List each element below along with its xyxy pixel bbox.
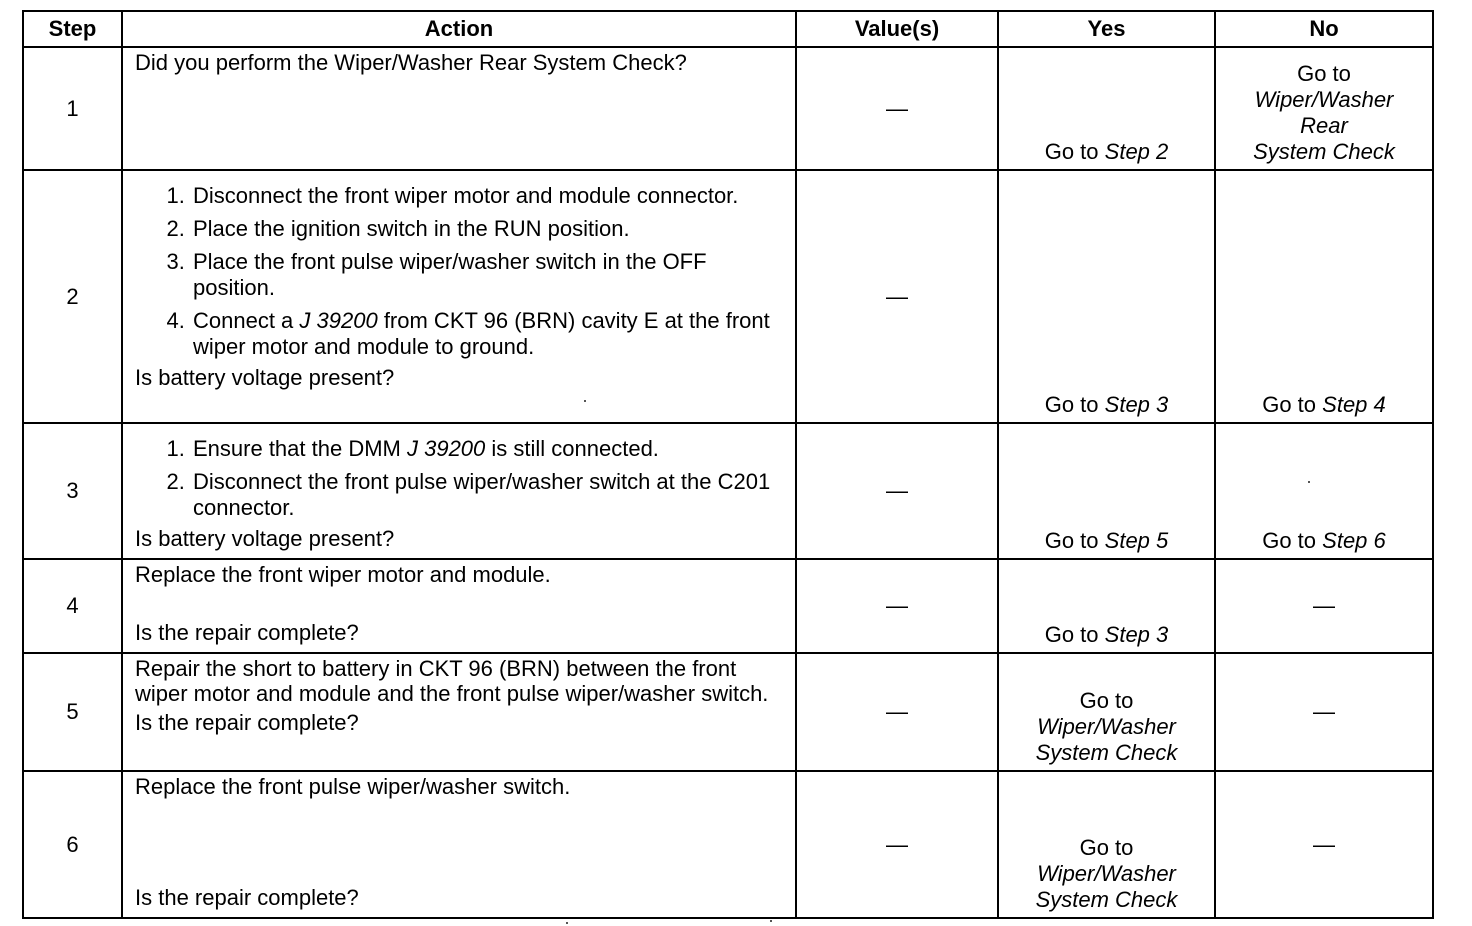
no-cell: — [1215, 653, 1433, 771]
question-text: Is the repair complete? [135, 710, 359, 735]
value-cell: — [796, 423, 998, 559]
scan-speck [1308, 481, 1310, 483]
goto-label: Go to [1079, 835, 1134, 860]
procedure-item: 1. Disconnect the front wiper motor and module connector. [191, 183, 785, 209]
action-text: Did you perform the Wiper/Washer Rear System Check? [135, 50, 687, 75]
step-number: 5 [23, 653, 122, 771]
procedure-list [135, 183, 785, 360]
step-number: 3 [23, 423, 122, 559]
goto-label: Go to [1044, 528, 1099, 553]
item-text: Connect a [193, 308, 300, 333]
header-no: No [1215, 11, 1433, 47]
yes-cell [998, 559, 1215, 653]
yes-cell [998, 47, 1215, 170]
question-text: Is the repair complete? [135, 885, 359, 910]
no-cell: — [1215, 771, 1433, 918]
table-row [23, 559, 1433, 653]
yes-cell [998, 170, 1215, 423]
question-text: Is battery voltage present? [135, 365, 395, 390]
scan-speck [770, 920, 772, 922]
goto-target-line: Wiper/Washer [1037, 714, 1176, 739]
header-yes: Yes [998, 11, 1215, 47]
step-number: 6 [23, 771, 122, 918]
header-row [23, 11, 1433, 47]
goto-label: Go to [1044, 392, 1099, 417]
goto-target-line: Rear [1300, 113, 1348, 138]
scan-speck [584, 400, 586, 402]
action-text: Replace the front wiper motor and module. [135, 562, 551, 587]
value-cell: — [796, 653, 998, 771]
action-cell [122, 653, 796, 771]
procedure-item [191, 436, 785, 462]
goto-label: Go to [1044, 139, 1099, 164]
value-cell: — [796, 559, 998, 653]
table-row [23, 653, 1433, 771]
item-text: is still connected. [485, 436, 659, 461]
goto-label: Go to [1044, 622, 1099, 647]
tool-number: J 39200 [299, 308, 378, 333]
procedure-item: 2. Disconnect the front pulse wiper/washer switch at the C201 connector. [191, 469, 785, 521]
goto-target: Step 3 [1104, 392, 1169, 417]
procedure-item [191, 308, 785, 360]
goto-target: Step 2 [1104, 139, 1169, 164]
procedure-list [135, 436, 785, 521]
goto-label: Go to [1262, 392, 1317, 417]
goto-target-line: Wiper/Washer [1254, 87, 1394, 112]
procedure-item: 2. Place the ignition switch in the RUN position. [191, 216, 785, 242]
question-text: Is battery voltage present? [135, 526, 395, 551]
step-number: 4 [23, 559, 122, 653]
action-cell [122, 423, 796, 559]
header-step: Step [23, 11, 122, 47]
no-cell: — [1215, 559, 1433, 653]
table-row [23, 423, 1433, 559]
goto-target-line: Wiper/Washer [1037, 861, 1176, 886]
action-cell [122, 771, 796, 918]
item-text: from CKT 96 (BRN) cavity E at the front wiper motor and module to ground. [193, 308, 770, 359]
no-cell [1215, 423, 1433, 559]
goto-target: Step 3 [1104, 622, 1169, 647]
goto-target: Step 6 [1322, 528, 1386, 553]
yes-cell [998, 771, 1215, 918]
goto-target: Step 5 [1104, 528, 1169, 553]
table-row [23, 771, 1433, 918]
table-row [23, 47, 1433, 170]
goto-target-line: System Check [1035, 887, 1178, 912]
step-number: 1 [23, 47, 122, 170]
table-row [23, 170, 1433, 423]
action-text: Replace the front pulse wiper/washer switch. [135, 774, 571, 799]
tool-number: J 39200 [406, 436, 486, 461]
header-action: Action [122, 11, 796, 47]
value-cell: — [796, 771, 998, 918]
value-cell: — [796, 47, 998, 170]
question-text: Is the repair complete? [135, 620, 359, 645]
value-cell: — [796, 170, 998, 423]
diagnostic-table [22, 10, 1434, 919]
step-number: 2 [23, 170, 122, 423]
goto-label: Go to [1297, 61, 1351, 86]
goto-target: Step 4 [1322, 392, 1386, 417]
action-cell [122, 559, 796, 653]
yes-cell [998, 423, 1215, 559]
procedure-item: 3. Place the front pulse wiper/washer switch in the OFF position. [191, 249, 785, 301]
scan-speck [566, 922, 568, 924]
header-values: Value(s) [796, 11, 998, 47]
item-text: Ensure that the DMM [193, 436, 407, 461]
action-cell [122, 47, 796, 170]
no-cell [1215, 47, 1433, 170]
goto-target-line: System Check [1035, 740, 1178, 765]
goto-target-line: System Check [1253, 139, 1395, 164]
goto-label: Go to [1262, 528, 1317, 553]
yes-cell [998, 653, 1215, 771]
action-text: Repair the short to battery in CKT 96 (BRN) between the front wiper motor and module and the front pulse wiper/washer switch. [135, 656, 769, 706]
goto-label: Go to [1079, 688, 1134, 713]
action-cell [122, 170, 796, 423]
no-cell [1215, 170, 1433, 423]
